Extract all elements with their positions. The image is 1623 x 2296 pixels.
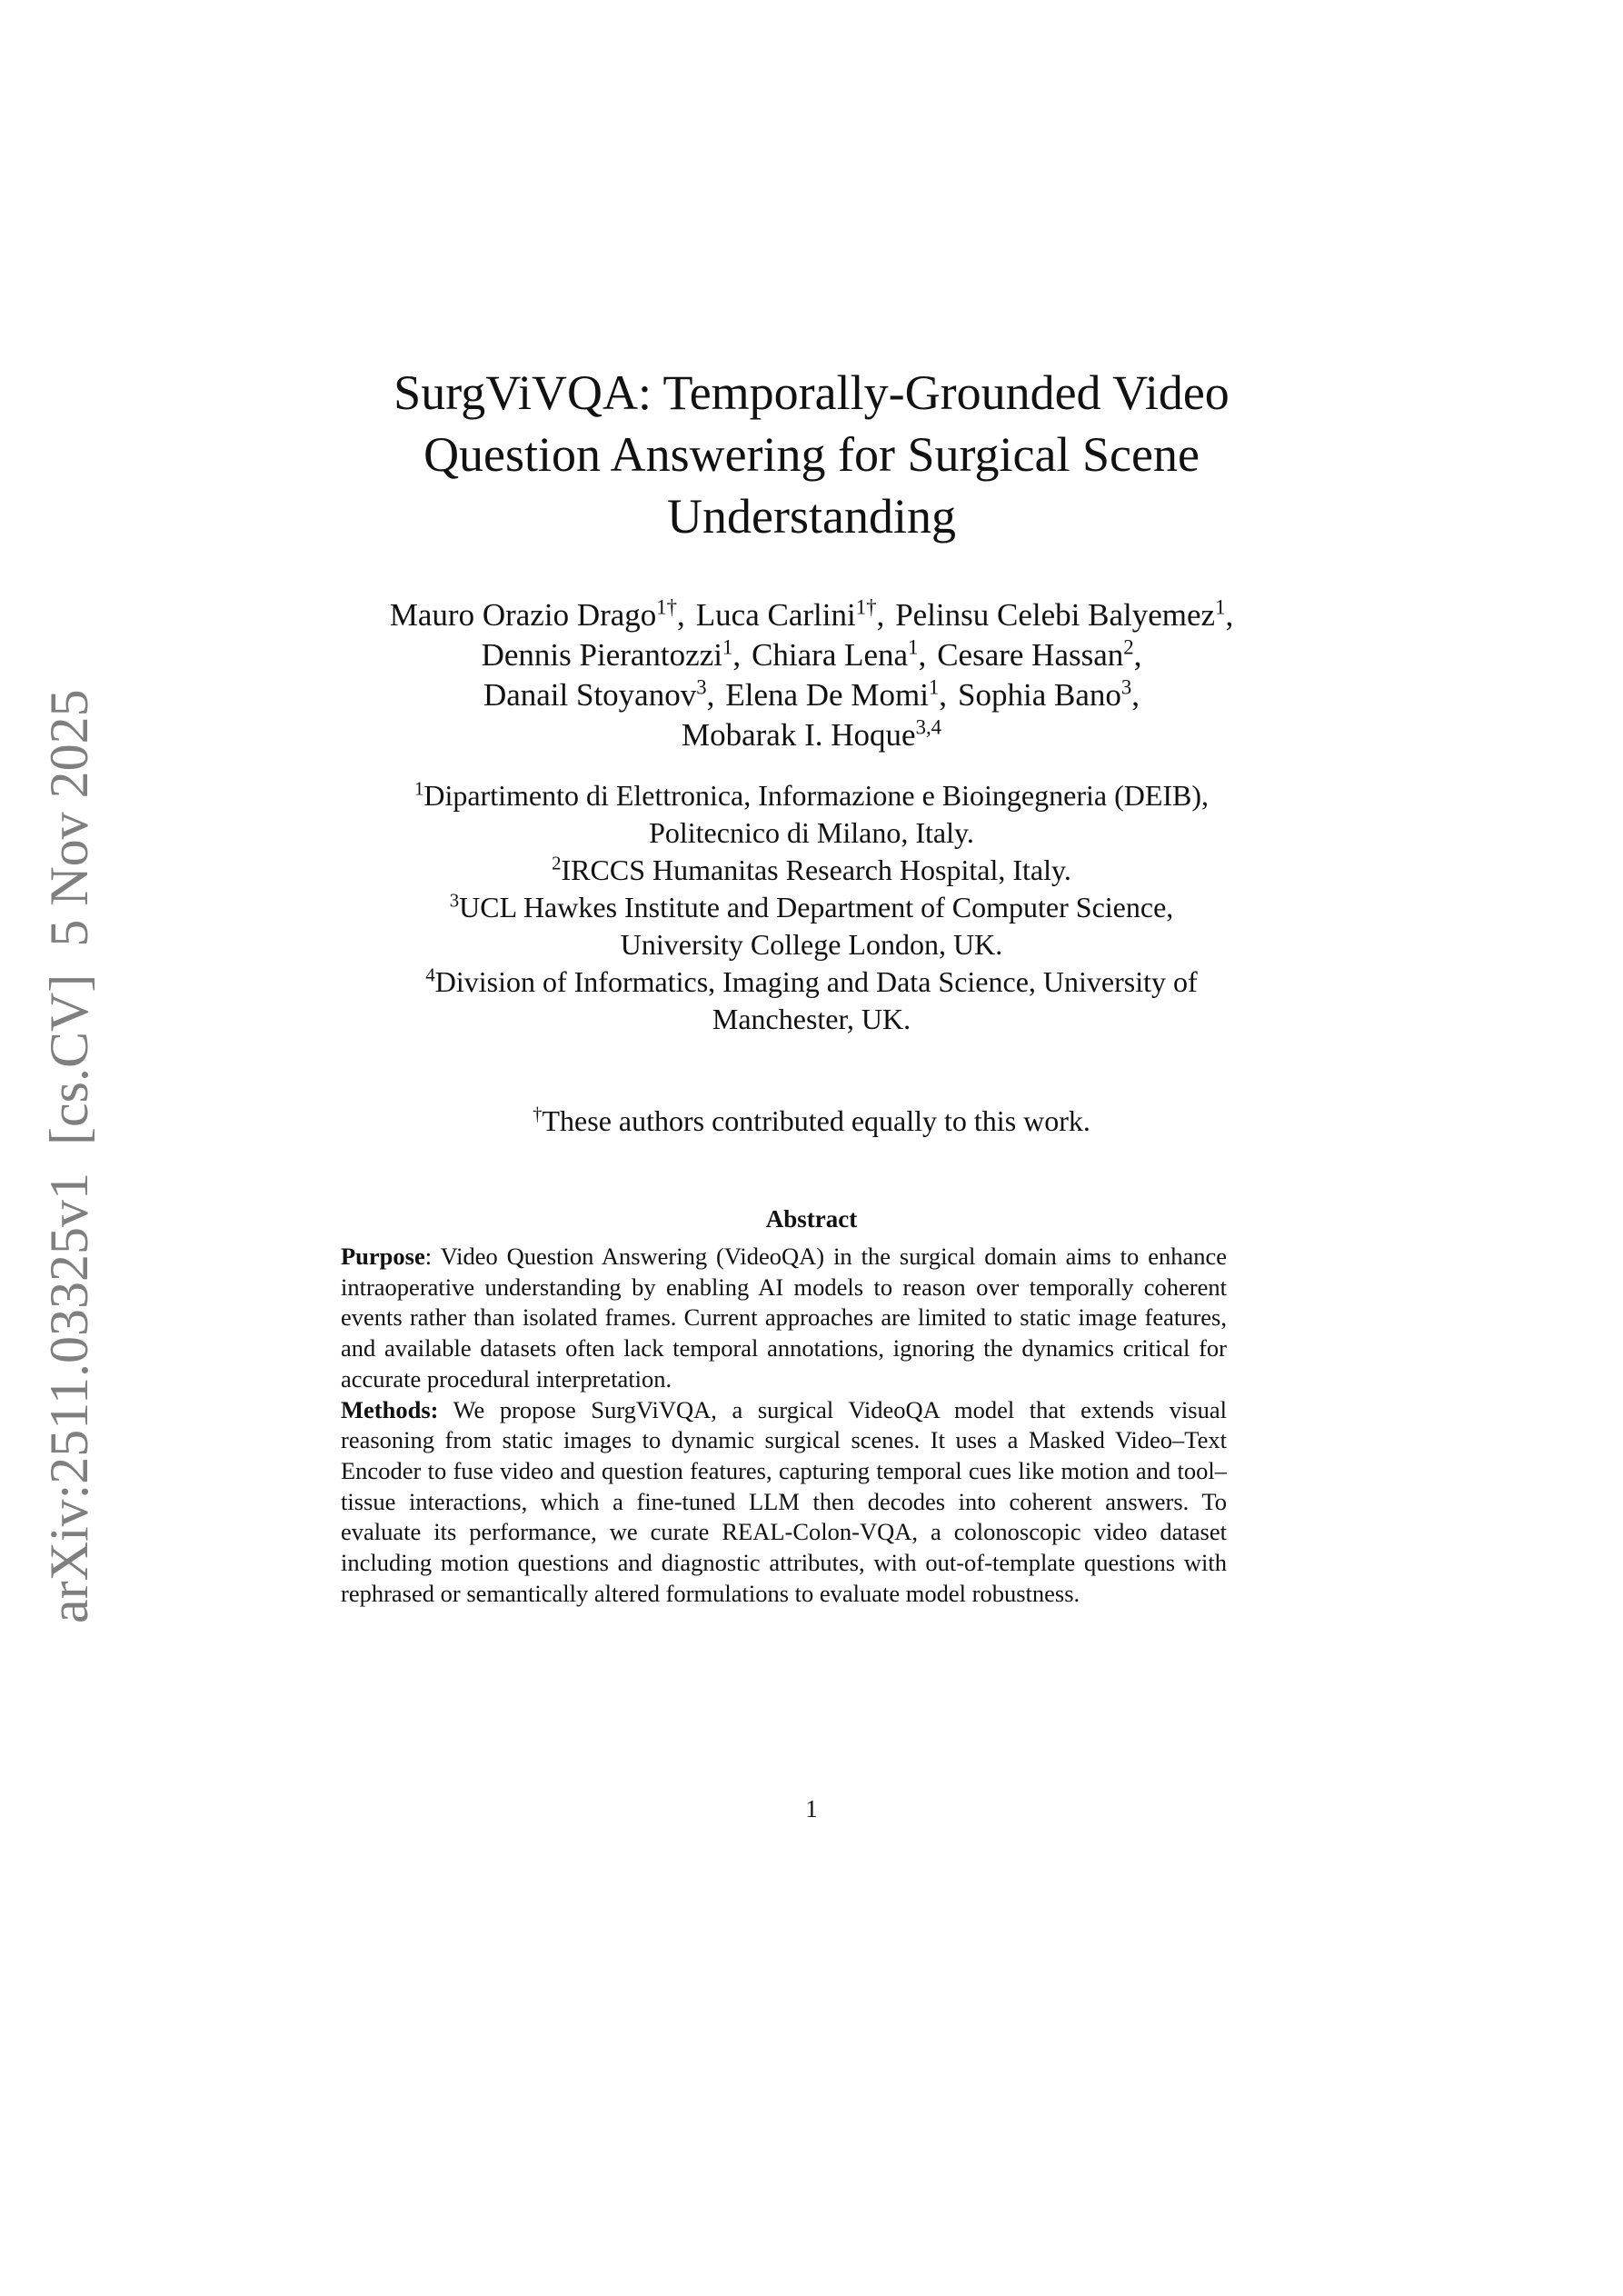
affiliations [0,777,1623,1038]
dagger-mark: † [533,1103,543,1125]
purpose-label: Purpose [341,1243,425,1270]
author-name: Luca Carlini [695,597,856,633]
title-line: Question Answering for Surgical Scene [423,427,1200,482]
affiliation-line [0,926,1623,963]
author: Dennis Pierantozzi$^1$, [481,635,742,673]
equal-contribution-note [0,1103,1623,1140]
author: Mauro Orazio Drago$^{1\dagger}$, [389,595,685,633]
affiliation-text: UCL Hawkes Institute and Department of Computer Science, [459,891,1174,923]
affiliation-line [0,777,1623,814]
author-affiliation-mark: 1† [855,595,877,619]
author-affiliation-mark: 1 [908,635,919,659]
affiliation-text: Dipartimento di Elettronica, Informazione e Bioingegneria (DEIB), [423,779,1210,812]
author-name: Dennis Pierantozzi [481,637,722,673]
affiliation-line [0,963,1623,1001]
abstract-body [341,1242,1227,1609]
affiliation-number: 3 [449,890,460,912]
affiliation-number: 2 [552,853,562,874]
affiliation-line [0,1001,1623,1038]
affiliation-text: Politecnico di Milano, Italy. [649,816,974,849]
page-number: 1 [805,1795,818,1822]
author-name: Mauro Orazio Drago [389,597,657,633]
author-list [0,595,1623,755]
author-affiliation-mark: 1 [722,635,733,659]
author-name: Cesare Hassan [937,637,1124,673]
affiliation-text: Manchester, UK. [712,1003,911,1035]
title-line: SurgViVQA: Temporally-Grounded Video [393,365,1230,420]
author-line [0,675,1623,715]
author-affiliation-mark: 3 [696,675,707,699]
author [682,717,941,753]
author-line [0,635,1623,675]
author-affiliation-mark: 3,4 [915,715,941,739]
author-affiliation-mark: 1 [1215,595,1226,619]
author: Cesare Hassan$^2$, [937,635,1142,673]
affiliation-number: 1 [413,778,424,800]
author-name: Elena De Momi [725,677,929,713]
author-name: Sophia Bano [958,677,1121,713]
equal-contribution-text: These authors contributed equally to this work. [542,1104,1090,1137]
affiliation-text: University College London, UK. [620,928,1003,961]
affiliation-line [0,889,1623,926]
author: Elena De Momi$^1$, [725,675,948,713]
affiliation-line [0,852,1623,889]
abstract-heading: Abstract [765,1205,858,1233]
author-affiliation-mark: 1 [928,675,940,699]
author: Sophia Bano$^3$, [958,675,1140,713]
affiliation-text: IRCCS Humanitas Research Hospital, Italy. [561,854,1071,886]
author-affiliation-mark: 3 [1120,675,1132,699]
paper-title [0,362,1623,547]
author-affiliation-mark: 1† [656,595,678,619]
affiliation-text: Division of Informatics, Imaging and Data Science, University of [434,965,1198,998]
author-name: Danail Stoyanov [483,677,697,713]
affiliation-line [0,814,1623,852]
author-name: Mobarak I. Hoque [682,717,916,753]
purpose-text: : Video Question Answering (VideoQA) in the surgical domain aims to enhance intraoperative understanding by enabling AI models to reason over temporally coherent events rather than isolated frames. Current approaches are limited to static image features, and available datasets often lack temporal annotations, ignoring the dynamics critical for accurate procedural interpretation. [341,1243,1227,1393]
author: Luca Carlini$^{1\dagger}$, [695,595,885,633]
author: Pelinsu Celebi Balyemez$^1$, [895,595,1234,633]
arxiv-stamp: arXiv:2511.03325v1 [cs.CV] 5 Nov 2025 [39,689,99,1623]
author: Chiara Lena$^1$, [752,635,927,673]
methods-text: We propose SurgViVQA, a surgical VideoQA model that extends visual reasoning from static images to dynamic surgical scenes. It uses a Masked Video–Text Encoder to fuse video and question features, capturing temporal cues like motion and tool–tissue interactions, which a fine-tuned LLM then decodes into coherent answers. To evaluate its performance, we curate REAL-Colon-VQA, a colonoscopic video dataset including motion questions and diagnostic attributes, with out-of-template questions with rephrased or semantically altered formulations to evaluate model robustness. [341,1395,1227,1607]
methods-label: Methods: [341,1395,439,1423]
title-line: Understanding [667,489,956,544]
author: Danail Stoyanov$^3$, [483,675,715,713]
author-line [0,715,1623,755]
author-affiliation-mark: 2 [1123,635,1134,659]
author-name: Pelinsu Celebi Balyemez [895,597,1216,633]
author-name: Chiara Lena [752,637,909,673]
affiliation-number: 4 [425,964,435,986]
author-line [0,595,1623,635]
